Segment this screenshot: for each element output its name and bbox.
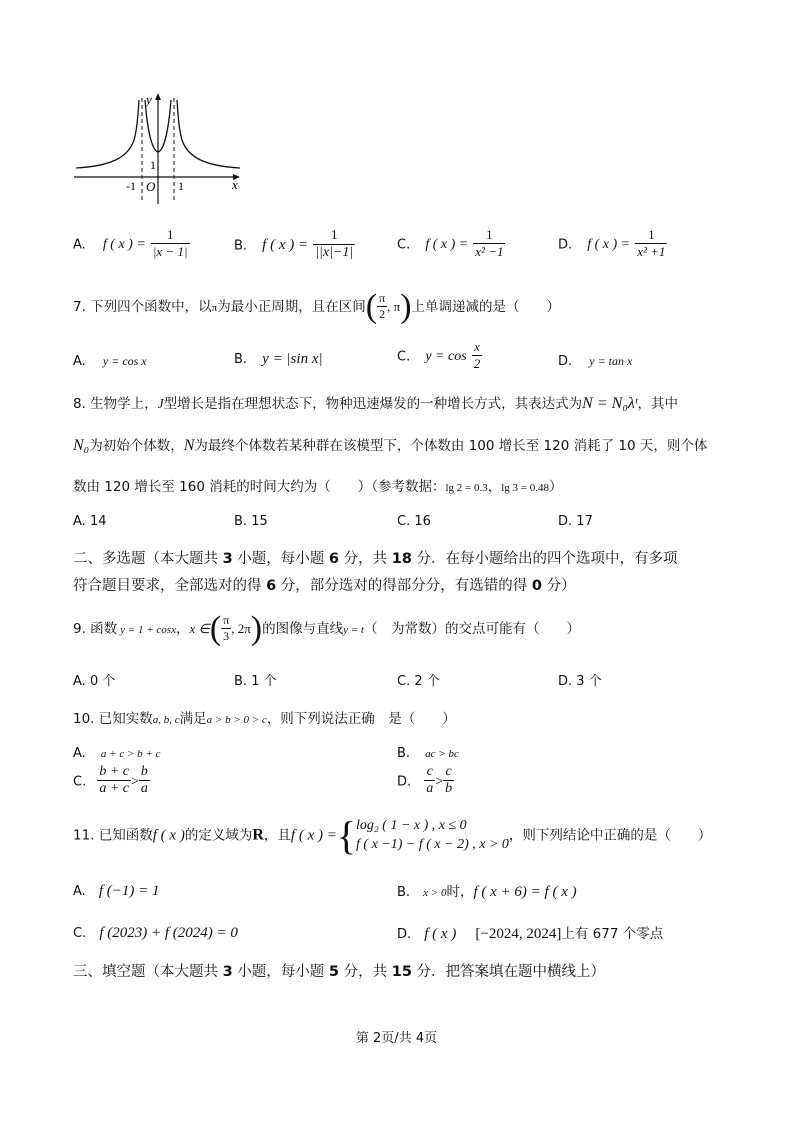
option-value: 1 个 xyxy=(251,674,277,689)
option-lhs: f ( x ) = xyxy=(425,237,469,253)
q8-line3-a: 数由 120 增长至 160 消耗的时间大约为（ ）（参考数据： xyxy=(73,479,446,495)
q8-formula: N = N₀λᵗ xyxy=(582,395,638,412)
q9-option-b[interactable] xyxy=(234,670,277,689)
q11-fx: f ( x ) xyxy=(152,827,185,844)
section2-full-points: 6 xyxy=(266,578,277,594)
section3-points: 5 xyxy=(328,964,340,980)
section3-total: 15 xyxy=(391,964,412,980)
option-expr: f ( x + 6) = f ( x ) xyxy=(473,884,577,900)
q7-text-c: 上单调递减的是（ ） xyxy=(411,299,561,315)
q8-option-b[interactable] xyxy=(234,514,268,529)
q8-line1-b: 型增长是指在理想状态下，物种迅速爆发的一种增长方式，其表达式为 xyxy=(163,396,583,412)
option-numerator: c xyxy=(424,764,435,781)
q7-option-b[interactable] xyxy=(234,348,323,368)
q9-domain: x ∈ xyxy=(189,621,210,636)
section2-points: 6 xyxy=(328,551,340,567)
q9-sep: ， xyxy=(175,621,190,637)
q11-text-c: ，且 xyxy=(263,827,291,844)
q7-paren-open: ( xyxy=(365,288,378,325)
option-numerator: b xyxy=(139,764,150,781)
option-value: 17 xyxy=(576,514,593,529)
q9-line: y = t xyxy=(343,624,364,636)
tick-left: -1 xyxy=(126,179,136,193)
option-denominator: b xyxy=(445,781,453,797)
q7-option-c[interactable] xyxy=(397,340,482,372)
q8-lg2: lg 2 = 0.3 xyxy=(445,482,488,494)
section-2-header-line-1 xyxy=(73,547,678,568)
option-expr: y = |sin x| xyxy=(262,351,323,367)
y-axis-label: y xyxy=(146,92,152,107)
q8-line2-b: 为最终个体数若某种群在该模型下，个体数由 100 增长至 120 消耗了 10 天，则个体 xyxy=(194,438,708,454)
option-denominator: x² −1 xyxy=(475,243,504,259)
q7-option-d[interactable] xyxy=(558,350,632,369)
q8-lg3: lg 3 = 0.48 xyxy=(501,482,549,494)
section3-text: 三、填空题（本大题共 xyxy=(73,964,223,980)
intercept-label: 1 xyxy=(150,158,156,172)
option-denominator: 2 xyxy=(473,355,481,371)
q6-option-b[interactable] xyxy=(234,228,355,262)
tick-right: 1 xyxy=(178,179,184,193)
option-letter: A. xyxy=(73,514,86,529)
q8-line1-c: ，其中 xyxy=(637,396,678,412)
q8-option-d[interactable] xyxy=(558,514,593,529)
option-letter: D. xyxy=(558,514,573,529)
q9-domain-tail: , 2π xyxy=(231,621,251,636)
page-number: 第 2页/共 4页 xyxy=(355,1031,438,1046)
q9-paren-close: ) xyxy=(250,610,263,647)
q10-option-d[interactable] xyxy=(397,764,454,798)
q11-brace: { xyxy=(336,813,357,858)
option-value: 2 个 xyxy=(414,674,440,689)
option-numerator: 1 xyxy=(473,228,505,244)
question-7 xyxy=(73,288,560,326)
section-2-header-line-2 xyxy=(73,574,576,595)
option-letter: D. xyxy=(558,237,573,253)
option-value: 0 个 xyxy=(89,674,116,689)
q10-text-a: 10. 已知实数 xyxy=(73,711,153,727)
option-expr: ac > bc xyxy=(425,748,459,760)
option-lhs: f ( x ) = xyxy=(102,237,146,253)
option-numerator: c xyxy=(443,764,454,781)
section3-count: 3 xyxy=(222,964,233,980)
q8-option-a[interactable] xyxy=(73,514,106,529)
q7-text-a: 7. 下列四个函数中，以 xyxy=(73,299,212,315)
q11-fx2: f ( x ) = xyxy=(290,827,337,844)
q10-option-c[interactable] xyxy=(73,764,150,798)
q9-func: y = 1 + cosx xyxy=(120,624,176,636)
option-value: 16 xyxy=(414,514,431,529)
q10-option-a[interactable] xyxy=(73,742,160,761)
option-denominator: a xyxy=(426,781,434,797)
q9-text-b: 的图像与直线 xyxy=(262,621,344,637)
option-letter: A. xyxy=(73,674,86,689)
q11-case-2: f ( x −1) − f ( x − 2) , x > 0 xyxy=(356,836,509,852)
q9-option-c[interactable] xyxy=(397,670,440,689)
section2-text: 符合题目要求，全部选对的得 xyxy=(73,578,267,594)
option-letter: D. xyxy=(558,674,573,689)
question-8-line-2 xyxy=(73,434,707,455)
q11-option-d[interactable] xyxy=(397,922,663,943)
q9-text-a: 9. 函数 xyxy=(73,621,118,637)
section2-text: 小题，每小题 xyxy=(232,551,329,567)
option-value: 15 xyxy=(251,514,268,529)
option-letter: C. xyxy=(397,349,411,365)
option-mid: 时， xyxy=(446,884,474,900)
option-letter: B. xyxy=(397,885,411,900)
option-numerator: 1 xyxy=(151,228,190,244)
option-numerator: 1 xyxy=(313,228,355,245)
section2-zero-points: 0 xyxy=(531,578,543,594)
function-graph xyxy=(70,90,250,210)
q6-option-d[interactable] xyxy=(558,228,667,260)
q9-domain-num: π xyxy=(223,613,230,628)
option-value: 14 xyxy=(89,514,107,529)
q11-R: R xyxy=(252,826,264,844)
q8-N0: N₀ xyxy=(73,437,90,454)
option-letter: A. xyxy=(73,354,86,369)
option-letter: A. xyxy=(73,237,86,253)
question-8-line-1 xyxy=(73,392,678,413)
x-axis-label: x xyxy=(232,177,238,192)
q11-option-a[interactable] xyxy=(73,880,160,900)
question-9 xyxy=(73,610,580,648)
option-numerator: b + c xyxy=(97,764,131,781)
q10-vars: a, b, c xyxy=(152,714,180,726)
option-letter: B. xyxy=(234,674,248,689)
question-8-line-3 xyxy=(73,475,562,495)
q8-N: N xyxy=(183,437,195,454)
option-denominator: ||x|−1| xyxy=(315,245,354,261)
option-operator: > xyxy=(130,774,139,790)
option-letter: A. xyxy=(73,884,86,899)
q11-case-1: log₂ ( 1 − x ) , x ≤ 0 xyxy=(356,817,467,833)
option-letter: C. xyxy=(397,674,411,689)
q8-line2-a: 为初始个体数， xyxy=(89,438,184,454)
section2-text: 分） xyxy=(542,578,576,594)
q7-interval-tail: , π xyxy=(387,299,401,314)
option-value: 3 个 xyxy=(576,674,602,689)
option-expr: a + c > b + c xyxy=(100,748,161,760)
q7-pi: π xyxy=(211,302,218,314)
q7-paren-close: ) xyxy=(400,288,412,325)
q7-option-a[interactable] xyxy=(73,350,147,369)
q6-option-c[interactable] xyxy=(397,228,505,260)
option-denominator: x² +1 xyxy=(637,243,666,259)
q11-text-d: ，则下列结论中正确的是（ ） xyxy=(508,827,712,844)
option-expr: f (2023) + f (2024) = 0 xyxy=(99,925,238,941)
option-operator: > xyxy=(435,774,444,790)
option-denominator: |x − 1| xyxy=(152,243,188,259)
q8-J: J xyxy=(157,396,164,411)
q11-text-a: 11. 已知函数 xyxy=(73,827,153,844)
q8-option-c[interactable] xyxy=(397,514,431,529)
section3-text: 分．把答案填在题中横线上） xyxy=(411,964,606,980)
question-10 xyxy=(73,707,456,727)
option-lhs: f ( x ) = xyxy=(587,237,631,253)
q7-interval-den: 2 xyxy=(379,307,386,322)
option-letter: D. xyxy=(558,354,573,369)
option-letter: B. xyxy=(234,514,248,529)
section2-text: 分，部分选对的得部分分，有选错的得 xyxy=(276,578,532,594)
option-expr: f (−1) = 1 xyxy=(98,883,160,899)
option-fx: f ( x ) xyxy=(424,926,457,942)
q6-option-a[interactable] xyxy=(73,228,190,260)
question-11 xyxy=(73,812,711,859)
section2-total: 18 xyxy=(391,551,412,567)
q8-sep: ， xyxy=(487,479,502,495)
origin-label: O xyxy=(146,179,156,194)
option-letter: D. xyxy=(397,774,412,790)
option-lhs: f ( x ) = xyxy=(262,237,309,254)
q11-option-c[interactable] xyxy=(73,922,238,942)
curve-left xyxy=(76,100,139,168)
section2-count: 3 xyxy=(222,551,233,567)
q9-domain-den: 3 xyxy=(223,629,230,644)
q9-paren-open: ( xyxy=(209,610,222,647)
q10-text-b: 满足 xyxy=(179,711,207,727)
option-letter: A. xyxy=(73,746,86,761)
option-denominator: a xyxy=(140,781,148,797)
section2-text: 分．在每小题给出的四个选项中，有多项 xyxy=(411,551,678,567)
q10-cond: a > b > 0 > c xyxy=(206,714,267,726)
option-numerator: 1 xyxy=(635,228,667,244)
option-letter: D. xyxy=(397,927,412,942)
q10-text-c: ，则下列说法正确 是（ ） xyxy=(266,711,456,727)
y-axis-arrow xyxy=(155,93,161,100)
option-cond: x > 0 xyxy=(423,887,447,899)
option-letter: C. xyxy=(73,774,87,790)
q10-option-b[interactable] xyxy=(397,742,459,761)
q9-option-d[interactable] xyxy=(558,670,602,689)
q9-text-c: （ 为常数）的交点可能有（ ） xyxy=(363,621,580,637)
q7-interval-num: π xyxy=(379,291,386,306)
option-letter: B. xyxy=(234,352,248,367)
curve-right xyxy=(177,100,240,168)
option-denominator: a + c xyxy=(99,781,129,797)
q11-text-b: 的定义域为 xyxy=(184,827,253,844)
q8-line1-a: 8. 生物学上， xyxy=(73,396,158,412)
q9-option-a[interactable] xyxy=(73,670,115,689)
option-interval: [−2024, 2024] xyxy=(475,926,562,942)
option-letter: B. xyxy=(397,746,411,761)
section3-text: 小题，每小题 xyxy=(232,964,329,980)
q7-text-b: 为最小正周期，且在区间 xyxy=(217,299,366,315)
page-footer xyxy=(0,1027,793,1046)
section2-text: 二、多选题（本大题共 xyxy=(73,551,223,567)
option-letter: C. xyxy=(397,237,411,253)
option-numerator: x xyxy=(472,340,483,356)
section3-text: 分，共 xyxy=(339,964,392,980)
section-3-header xyxy=(73,960,605,981)
option-tail: 上有 677 个零点 xyxy=(561,926,664,942)
option-letter: C. xyxy=(397,514,411,529)
q8-line3-b: ） xyxy=(548,479,563,495)
option-letter: B. xyxy=(234,238,248,254)
option-expr: y = cos x xyxy=(102,354,147,368)
option-expr: y = tan x xyxy=(589,354,633,368)
q11-option-b[interactable] xyxy=(397,880,577,901)
option-letter: C. xyxy=(73,926,87,941)
section2-text: 分，共 xyxy=(339,551,392,567)
option-expr: y = cos xyxy=(425,349,467,365)
